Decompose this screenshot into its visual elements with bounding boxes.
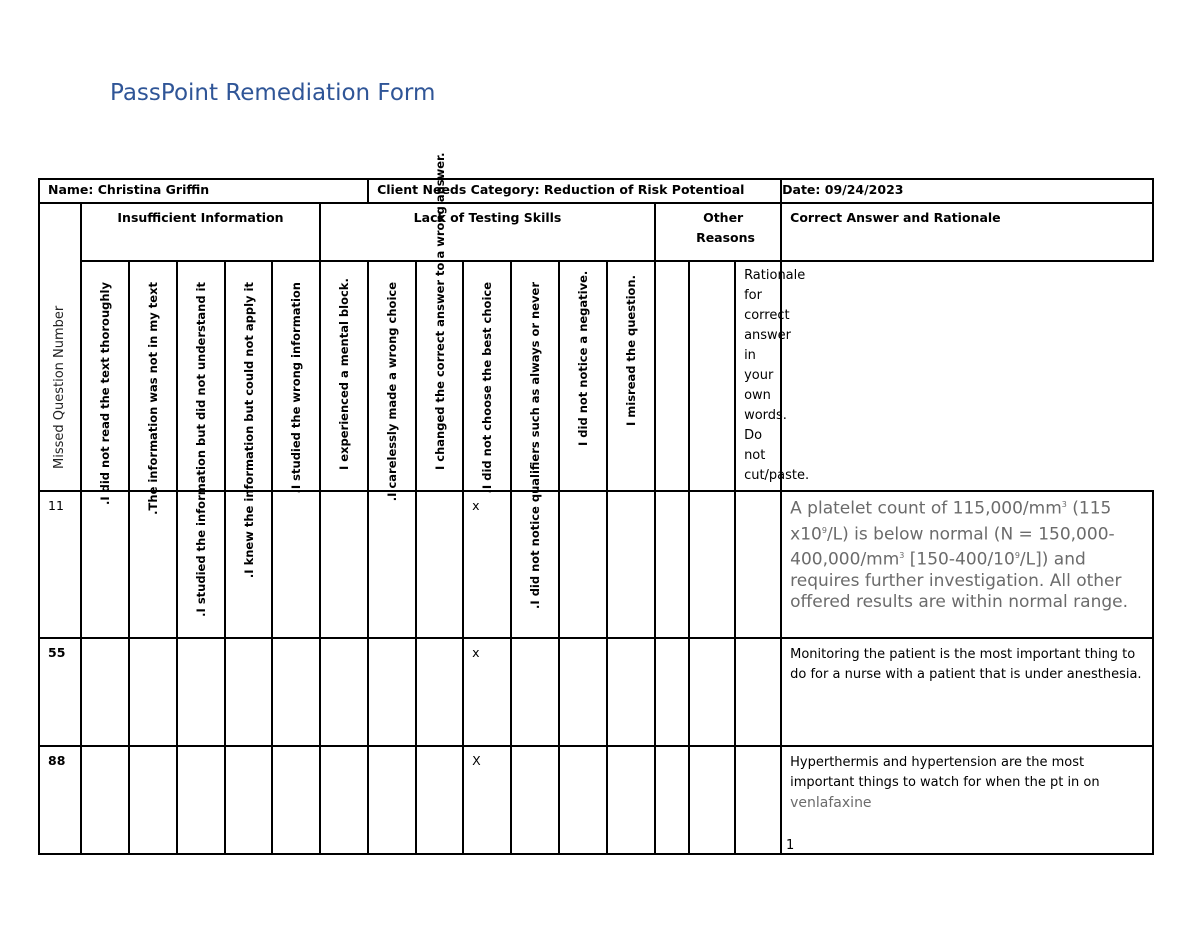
empty-cell: [81, 746, 129, 854]
group-insufficient-info: [81, 203, 320, 261]
rationale-text: A platelet count of $115,000/mm^3$ (115 $x10^9/L$) is below normal ($N = 150,000-400,000/mm^3$ $[150-400/10^9/L]$) and requires further investigation. All other offered results are within normal range.: [790, 498, 1129, 612]
col-reason-2: [129, 261, 177, 515]
empty-cell: [177, 491, 225, 638]
col-reason-10: [511, 261, 559, 609]
col-other-2: [689, 261, 735, 491]
reason-label-12: I misread the question.: [624, 275, 639, 426]
empty-cell: [559, 638, 607, 746]
client-needs-category: Client Needs Category: Reduction of Risk Potentioal: [368, 179, 781, 203]
empty-cell: [320, 491, 368, 638]
table-row: [39, 491, 1153, 638]
empty-cell: [689, 746, 735, 854]
rationale-main: Hyperthermis and hypertension are the most important things to watch for when the pt in on: [790, 755, 1100, 790]
empty-cell: [655, 638, 689, 746]
empty-cell: [689, 491, 735, 638]
empty-cell: [559, 746, 607, 854]
empty-cell: [655, 491, 689, 638]
empty-cell: [735, 638, 781, 746]
col-reason-9: [463, 261, 511, 494]
empty-cell: [416, 746, 463, 854]
reason-label-6: I experienced a mental block.: [337, 278, 352, 470]
empty-cell: [225, 638, 272, 746]
empty-cell: [511, 746, 559, 854]
rationale-text: Monitoring the patient is the most important thing to do for a nurse with a patient that is under anesthesia.: [790, 647, 1142, 682]
question-number: 55: [48, 645, 66, 660]
reason-label-11: I did not notice a negative.: [576, 270, 591, 446]
empty-cell: [272, 638, 320, 746]
col-reason-7: [368, 261, 416, 502]
empty-cell: [81, 491, 129, 638]
table-row: [39, 638, 1153, 746]
group-insufficient-label: Insufficient Information: [117, 210, 284, 225]
col-reason-4: [225, 261, 272, 579]
empty-cell: [129, 491, 177, 638]
rationale-instruction-cell: [735, 261, 810, 491]
reason-label-10: I did not notice qualifiers such as always or never.: [528, 282, 543, 609]
reason-label-8: I changed the correct answer to a wrong answer.: [432, 152, 447, 470]
mark-cell: [463, 638, 511, 746]
empty-cell: [416, 491, 463, 638]
reason-label-5: I studied the wrong information.: [289, 282, 303, 494]
remediation-table: [38, 152, 1154, 855]
form-date: Date: 09/24/2023: [781, 179, 1153, 203]
empty-cell: [129, 746, 177, 854]
group-other-label-1: Other: [703, 210, 744, 225]
reason-label-9: I did not choose the best choice.: [480, 282, 495, 494]
empty-cell: [735, 491, 781, 638]
empty-cell: [177, 638, 225, 746]
col-reason-1: [81, 261, 129, 506]
empty-cell: [416, 638, 463, 746]
reason-mark: X: [472, 753, 481, 768]
col-reason-3: [177, 261, 225, 617]
missed-question-header: [39, 203, 81, 491]
col-other-1: [655, 261, 689, 491]
empty-cell: [320, 638, 368, 746]
empty-cell: [225, 746, 272, 854]
rationale-cell: [781, 746, 1153, 854]
reason-label-7: I carelessly made a wrong choice.: [385, 282, 400, 502]
empty-cell: [655, 746, 689, 854]
empty-cell: [272, 746, 320, 854]
empty-cell: [129, 638, 177, 746]
empty-cell: [735, 746, 781, 854]
empty-cell: [607, 638, 655, 746]
rationale-drug: venlafaxine: [790, 795, 872, 811]
empty-cell: [320, 746, 368, 854]
missed-question-label: Missed Question Number: [52, 305, 67, 469]
col-reason-8: [416, 152, 463, 491]
reason-label-1: I did not read the text thoroughly.: [98, 282, 112, 506]
mark-cell: [463, 491, 511, 638]
rationale-instruction: Rationale for correct answer in your own words. Do not cut/paste.: [744, 268, 810, 483]
empty-cell: [607, 491, 655, 638]
empty-cell: [272, 491, 320, 638]
reason-label-2: The information was not in my text.: [146, 282, 160, 515]
reason-label-4: I knew the information but could not apply it.: [241, 282, 256, 579]
page-number: 1: [786, 838, 795, 853]
reason-mark: x: [472, 645, 480, 660]
col-reason-6: [320, 261, 368, 491]
group-answer-label: Correct Answer and Rationale: [790, 210, 1001, 225]
empty-cell: [81, 638, 129, 746]
empty-cell: [368, 638, 416, 746]
empty-cell: [368, 491, 416, 638]
group-testing-skills: [320, 203, 655, 261]
empty-cell: [177, 746, 225, 854]
col-reason-5: [272, 261, 320, 494]
empty-cell: [368, 746, 416, 854]
question-number: 88: [48, 753, 66, 768]
col-reason-12: [607, 261, 655, 491]
student-name: Name: Christina Griffin: [39, 179, 368, 203]
table-row: [39, 746, 1153, 854]
group-testing-label: Lack of Testing Skills: [413, 210, 562, 225]
col-reason-11: [559, 261, 607, 491]
rationale-cell: [781, 638, 1153, 746]
reason-mark: x: [472, 498, 480, 513]
reason-label-3: I studied the information but did not understand it.: [194, 282, 208, 617]
question-number-cell: [39, 491, 81, 638]
group-other-label-2: Reasons: [696, 230, 755, 245]
empty-cell: [689, 638, 735, 746]
group-correct-answer: [781, 203, 1153, 261]
empty-cell: [511, 638, 559, 746]
empty-cell: [607, 746, 655, 854]
page-title: PassPoint Remediation Form: [110, 80, 436, 106]
rationale-cell: [781, 491, 1153, 638]
question-number: 11: [48, 498, 64, 513]
empty-cell: [559, 491, 607, 638]
empty-cell: [225, 491, 272, 638]
question-number-cell: [39, 746, 81, 854]
empty-cell: [511, 491, 559, 638]
question-number-cell: [39, 638, 81, 746]
mark-cell: [463, 746, 511, 854]
group-other-reasons: [655, 203, 781, 261]
rationale-text: [782, 747, 1152, 820]
